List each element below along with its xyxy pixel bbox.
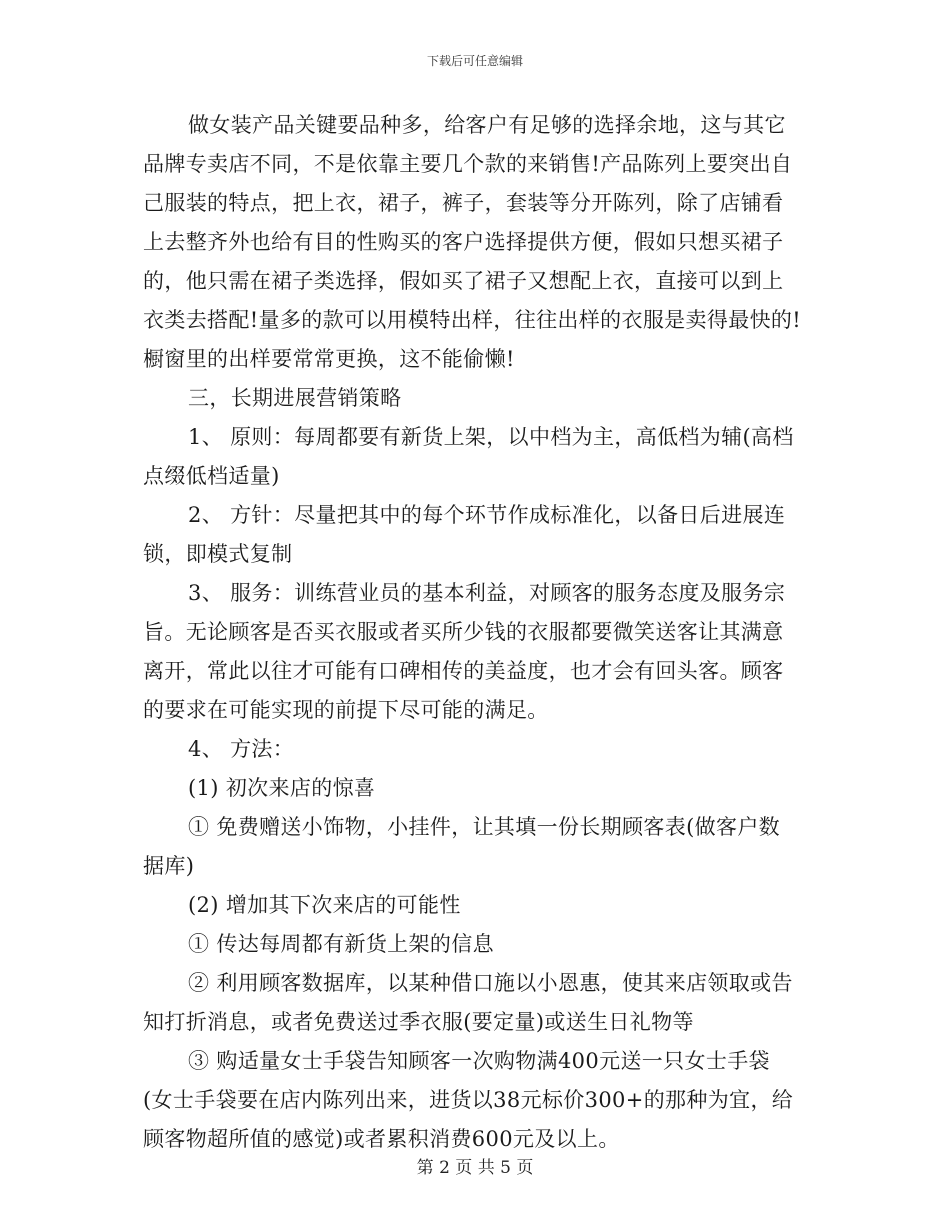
page-header: 下载后可任意编辑 (426, 54, 523, 68)
text-line: 己服装的特点，把上衣，裙子，裤子，套装等分开陈列，除了店铺看 (143, 191, 784, 215)
list-item: 4、 方法： (188, 737, 295, 761)
text-line: 顾客物超所值的感觉)或者累积消费600元及以上。 (143, 1127, 620, 1151)
text-line: 旨。无论顾客是否买衣服或者买所少钱的衣服都要微笑送客让其满意 (143, 620, 784, 644)
text-line: 离开，常此以往才可能有口碑相传的美益度，也才会有回头客。顾客 (143, 659, 784, 683)
list-item: ② 利用顾客数据库，以某种借口施以小恩惠，使其来店领取或告 (188, 971, 793, 995)
list-item: ① 免费赠送小饰物，小挂件，让其填一份长期顾客表(做客户数 (188, 815, 781, 839)
text-line: 品牌专卖店不同，不是依靠主要几个款的来销售!产品陈列上要突出自 (143, 152, 793, 176)
text-line: 知打折消息，或者免费送过季衣服(要定量)或送生日礼物等 (143, 1010, 694, 1034)
section-heading: 三，长期进展营销策略 (188, 386, 402, 410)
text-line: (女士手袋要在店内陈列出来，进货以38元标价300+的那种为宜，给 (143, 1088, 794, 1112)
sub-heading: (2) 增加其下次来店的可能性 (188, 893, 461, 917)
list-item: 2、 方针：尽量把其中的每个环节作成标准化，以备日后进展连 (188, 503, 786, 527)
list-item: ③ 购适量女士手袋告知顾客一次购物满400元送一只女士手袋 (188, 1049, 770, 1073)
document-body (143, 106, 818, 1159)
text-line: 锁，即模式复制 (143, 542, 293, 566)
sub-heading: (1) 初次来店的惊喜 (188, 776, 376, 800)
text-line: 的，他只需在裙子类选择，假如买了裙子又想配上衣，直接可以到上 (143, 269, 784, 293)
text-line: 橱窗里的出样要常常更换，这不能偷懒! (143, 347, 515, 371)
list-item: 3、 服务：训练营业员的基本利益，对顾客的服务态度及服务宗 (188, 581, 786, 605)
text-line: 上去整齐外也给有目的性购买的客户选择提供方便，假如只想买裙子 (143, 230, 784, 254)
text-line: 衣类去搭配!量多的款可以用模特出样，往往出样的衣服是卖得最快的! (143, 308, 802, 332)
text-line: 的要求在可能实现的前提下尽可能的满足。 (143, 698, 549, 722)
text-line: 做女装产品关键要品种多，给客户有足够的选择余地，这与其它 (188, 113, 786, 137)
list-item: ① 传达每周都有新货上架的信息 (188, 932, 494, 956)
text-line: 据库) (143, 854, 195, 878)
page-number-footer: 第 2 页 共 5 页 (416, 1158, 534, 1178)
text-line: 点缀低档适量) (143, 464, 280, 488)
list-item: 1、 原则：每周都要有新货上架，以中档为主，高低档为辅(高档 (188, 425, 794, 449)
